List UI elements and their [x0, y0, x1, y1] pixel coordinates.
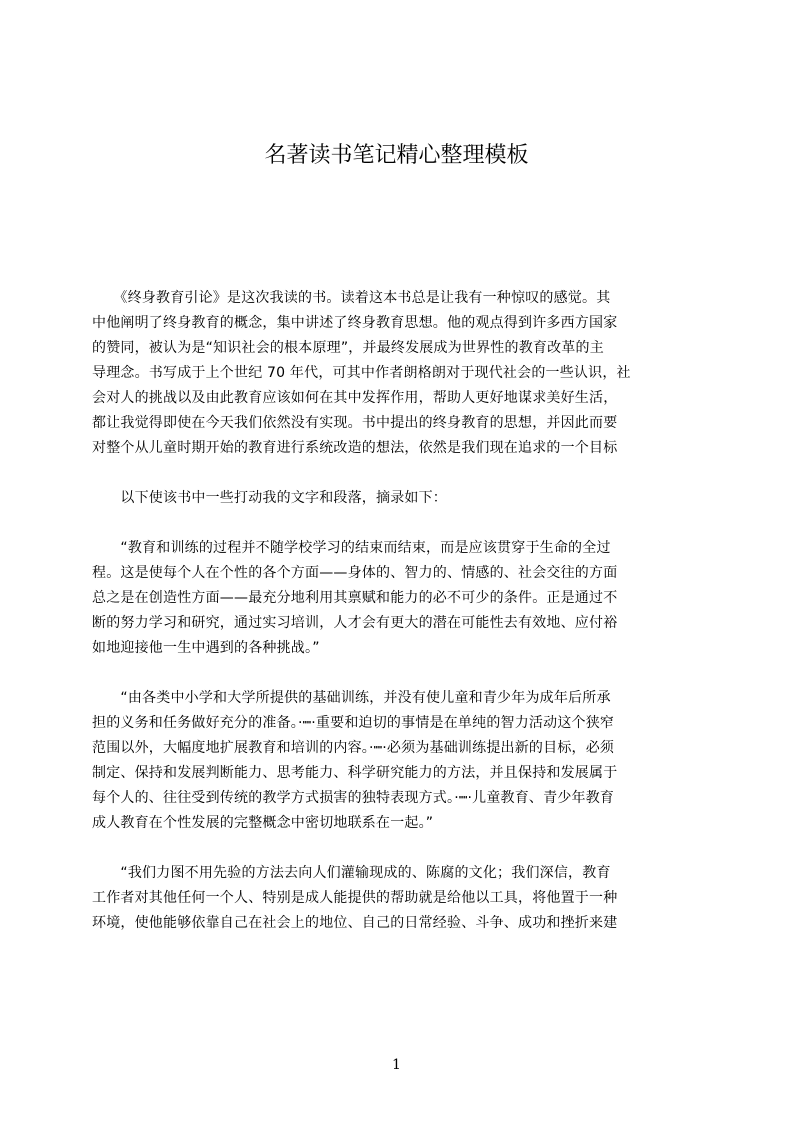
page-number: 1 [392, 1057, 401, 1073]
paragraph-excerpt-lead [92, 486, 699, 511]
text-line: 都让我觉得即使在今天我们依然没有实现。书中提出的终身教育的思想，并因此而要 [92, 415, 618, 431]
text-line: 如地迎接他一生中遇到的各种挑战。” [92, 640, 320, 656]
text-line: “教育和训练的过程并不随学校学习的结束而结束，而是应该贯穿于生命的全过 [92, 540, 611, 556]
paragraph-spacer [92, 661, 699, 686]
text-line: 每个人的、往往受到传统的教学方式损害的独特表现方式。·┉·儿童教育、青少年教育 [92, 790, 615, 806]
paragraph-quote-3 [92, 861, 699, 936]
text-line: 总之是在创造性方面——最充分地利用其禀赋和能力的必不可少的条件。正是通过不 [92, 590, 618, 606]
text-line: 程。这是使每个人在个性的各个方面——身体的、智力的、情感的、社会交往的方面 [92, 565, 618, 581]
text-line: 对整个从儿童时期开始的教育进行系统改造的想法，依然是我们现在追求的一个目标 [92, 440, 618, 456]
document-body [92, 286, 699, 936]
text-line: 断的努力学习和研究，通过实习培训，人才会有更大的潜在可能性去有效地、应付裕 [92, 615, 618, 631]
text-line: 担的义务和任务做好充分的准备。·┉·重要和迫切的事情是在单纯的智力活动这个狭窄 [92, 715, 615, 731]
page-title: 名著读书笔记精心整理模板 [264, 143, 529, 168]
text-line: 成人教育在个性发展的完整概念中密切地联系在一起。” [92, 815, 434, 831]
text-line: 环境，使他能够依靠自己在社会上的地位、自己的日常经验、斗争、成功和挫折来建 [92, 915, 618, 931]
paragraph-intro [92, 286, 699, 461]
text-line: 中他阐明了终身教育的概念，集中讲述了终身教育思想。他的观点得到许多西方国家 [92, 315, 618, 331]
paragraph-spacer [92, 461, 699, 486]
text-line: 范围以外，大幅度地扩展教育和培训的内容。·┉·必须为基础训练提出新的目标，必须 [92, 740, 615, 756]
text-line: 制定、保持和发展判断能力、思考能力、科学研究能力的方法，并且保持和发展属于 [92, 765, 618, 781]
paragraph-spacer [92, 511, 699, 536]
paragraph-spacer [92, 836, 699, 861]
text-line: 的赞同，被认为是“知识社会的根本原理”，并最终发展成为世界性的教育改革的主 [92, 340, 604, 356]
text-line: 导理念。书写成于上个世纪 70 年代，可其中作者朗格朗对于现代社会的一些认识，社 [92, 365, 631, 381]
text-line: 以下使该书中一些打动我的文字和段落，摘录如下： [92, 490, 447, 506]
paragraph-quote-2 [92, 686, 699, 836]
text-line: 《终身教育引论》是这次我读的书。读着这本书总是让我有一种惊叹的感觉。其 [92, 290, 611, 306]
text-line: 会对人的挑战以及由此教育应该如何在其中发挥作用，帮助人更好地谋求美好生活， [92, 390, 618, 406]
paragraph-quote-1 [92, 536, 699, 661]
text-line: “由各类中小学和大学所提供的基础训练，并没有使儿童和青少年为成年后所承 [92, 690, 611, 706]
text-line: 工作者对其他任何一个人、特别是成人能提供的帮助就是给他以工具，将他置于一种 [92, 890, 618, 906]
text-line: “我们力图不用先验的方法去向人们灌输现成的、陈腐的文化；我们深信，教育 [92, 865, 611, 881]
